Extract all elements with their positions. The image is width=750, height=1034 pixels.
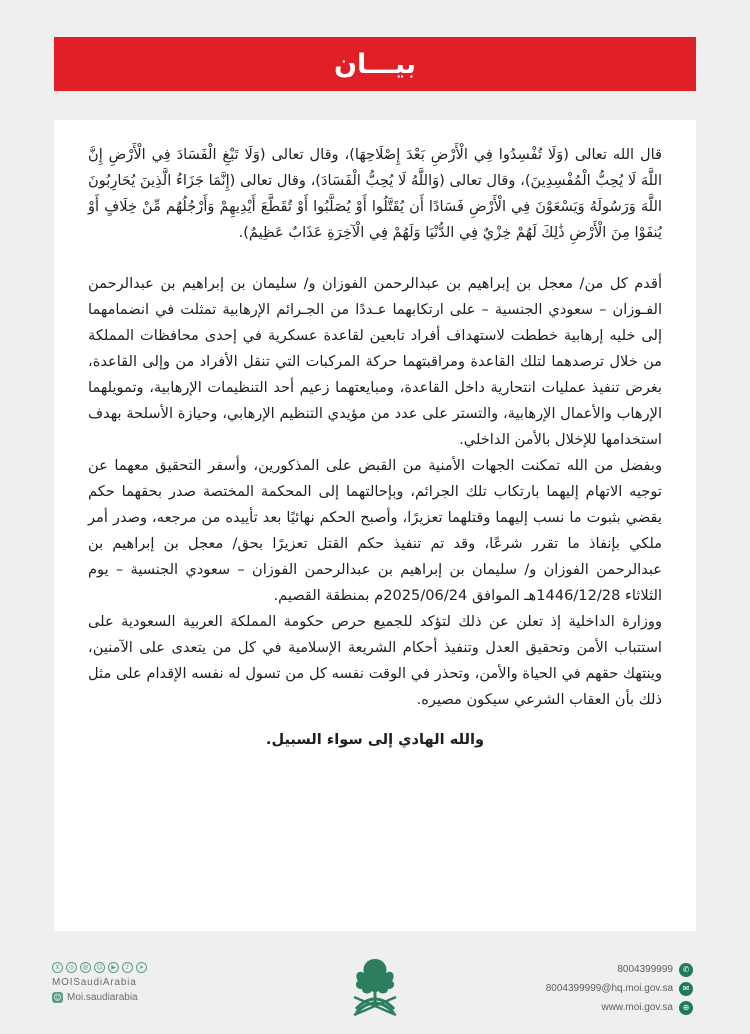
phone-number: 8004399999 [617, 964, 673, 975]
globe-icon: ⊕ [679, 1001, 693, 1015]
social-block [52, 962, 192, 1003]
phone-row[interactable] [493, 960, 693, 979]
x-icon[interactable]: X [52, 962, 63, 973]
tiktok-icon[interactable]: ♪ [122, 962, 133, 973]
youtube-icon[interactable]: ▶ [108, 962, 119, 973]
instagram-icon[interactable]: ◎ [66, 962, 77, 973]
email-address: 8004399999@hq.moi.gov.sa [545, 983, 673, 994]
social-handle[interactable]: MOISaudiArabia [52, 977, 137, 988]
threads-icon[interactable]: @ [80, 962, 91, 973]
snapchat-handle-row[interactable] [52, 992, 192, 1003]
statement-paragraph-3: ووزارة الداخلية إذ تعلن عن ذلك لتؤكد للجميع حرص حكومة المملكة العربية السعودية على استتباب الأمن وتحقيق العدل وتنفيذ أحكام الشريعة الإسلامية في كل من يتعدى على الآمنين، وينتهك حقهم في الحياة والأمن، وتحذر في الوقت نفسه كل من تسول له نفسه الإقدام على مثل ذلك بأن العقاب الشرعي سيكون مصيره. [88, 613, 662, 708]
statement-paragraph-1: أقدم كل من/ معجل بن إبراهيم بن عبدالرحمن الفوزان و/ سليمان بن إبراهيم بن عبدالرحمن الفـوزان – سعودي الجنسية – على ارتكابهما عـددًا من الجـرائم الإرهابية تمثلت في انضمامهما إلى خليه إرهابية خططت لاستهداف أفراد تابعين لقاعدة عسكرية في إحدى محافظات المملكة من خلال ترصدهما لتلك القاعدة ومراقبتهما حركة المركبات التي تنقل الأفراد من وإلى القاعدة، بغرض تنفيذ عمليات انتحارية داخل القاعدة، ومبايعتهما زعيم أحد التنظيمات الإرهابية، وتمويلهما الإرهاب والأعمال الإرهابية، والتستر على عدد من مؤيدي التنظيم الإرهابي، وحيازة الأسلحة بهدف استخدامها للإخلال بالأمن الداخلي. [88, 275, 662, 448]
snapchat-ghost-icon: ☺ [53, 993, 62, 1002]
social-icons [52, 962, 192, 973]
telegram-icon[interactable]: ➤ [136, 962, 147, 973]
email-row[interactable] [493, 979, 693, 998]
saudi-emblem-icon [344, 953, 406, 1019]
snapchat-icon[interactable]: ☺ [94, 962, 105, 973]
website-row[interactable] [493, 998, 693, 1017]
phone-icon: ✆ [679, 963, 693, 977]
title-banner [54, 37, 696, 91]
page-title: بيـــان [333, 48, 417, 80]
footer [0, 940, 750, 1034]
email-icon: ✉ [679, 982, 693, 996]
quran-quote: قال الله تعالى (وَلَا تُفْسِدُوا فِي الْأَرْضِ بَعْدَ إِصْلَاحِهَا)، وقال تعالى (وَلَا تَبْغِ الْفَسَادَ فِي الْأَرْضِ إِنَّ اللَّهَ لَا يُحِبُّ الْمُفْسِدِينَ)، وقال تعالى (وَاللَّهُ لَا يُحِبُّ الْفَسَادَ)، وقال تعالى (إِنَّمَا جَزَاءُ الَّذِينَ يُحَارِبُونَ اللَّهَ وَرَسُولَهُ وَيَسْعَوْنَ فِي الْأَرْضِ فَسَادًا أَن يُقَتَّلُوا أَوْ يُصَلَّبُوا أَوْ تُقَطَّعَ أَيْدِيهِمْ وَأَرْجُلُهُم مِّنْ خِلَافٍ أَوْ يُنفَوْا مِنَ الْأَرْضِ ذَٰلِكَ لَهُمْ خِزْيٌ فِي الدُّنْيَا وَلَهُمْ فِي الْآخِرَةِ عَذَابٌ عَظِيمٌ). [88, 146, 662, 241]
website-url: www.moi.gov.sa [601, 1002, 673, 1013]
statement-card [54, 120, 696, 931]
snapchat-handle: Moi.saudiarabia [67, 992, 138, 1003]
contact-block [493, 960, 693, 1017]
statement-paragraph-2: وبفضل من الله تمكنت الجهات الأمنية من القبض على المذكورين، وأسفر التحقيق معهما عن توجيه الاتهام إليهما بارتكاب تلك الجرائم، وبإحالتهما إلى المحكمة المختصة صدر بحقهما حكم يقضي بثبوت ما نسب إليهما وقتلهما تعزيرًا، وأصبح الحكم نهائيًا بعد تأييده من مرجعه، وصدر أمر ملكي بإنفاذ ما تقرر شرعًا، وقد تم تنفيذ حكم القتل تعزيرًا بحق/ معجل بن إبراهيم بن عبدالرحمن الفوزان و/ سليمان بن إبراهيم بن عبدالرحمن الفوزان – سعودي الجنسية – يوم الثلاثاء 1446/12/28هـ الموافق 2025/06/24م بمنطقة القصيم. [88, 457, 662, 604]
closing-line: والله الهادي إلى سواء السبيل. [265, 731, 485, 748]
